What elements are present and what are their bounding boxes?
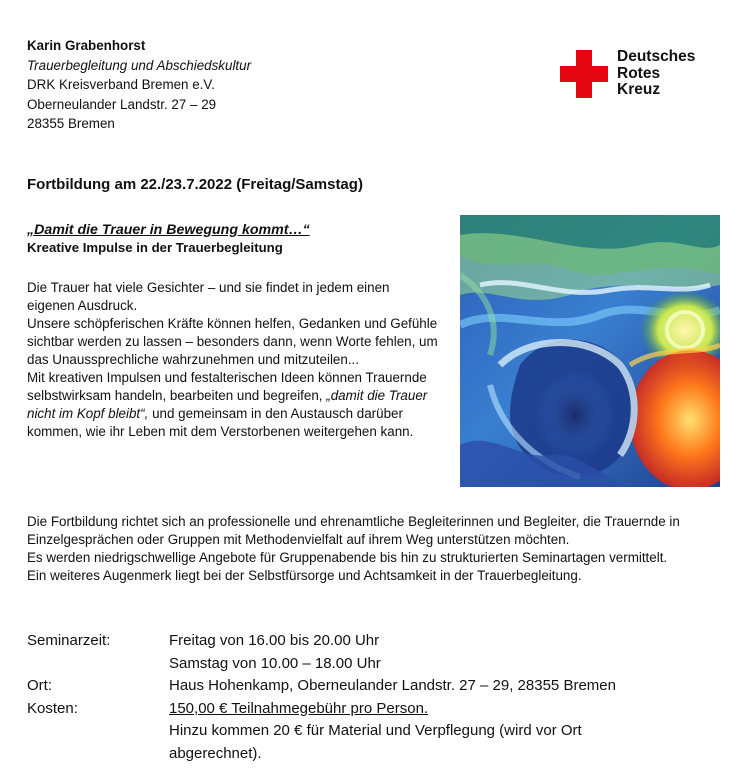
intro-text bbox=[27, 279, 439, 441]
place-label: Ort: bbox=[27, 677, 52, 694]
description-paragraph-1: Die Fortbildung richtet sich an professionelle und ehrenamtliche Begleiterinnen und Begleiter, die Trauernde in Einzelgesprächen oder Gruppen mit Methodenvielfalt auf ihrem Weg unterstützen möchten. bbox=[27, 514, 680, 547]
drk-logo bbox=[560, 48, 730, 100]
red-cross-icon bbox=[560, 50, 608, 98]
logo-line-1: Deutsches bbox=[617, 48, 696, 65]
description-paragraph-3: Ein weiteres Augenmerk liegt bei der Selbstfürsorge und Achtsamkeit in der Trauerbegleitung. bbox=[27, 568, 582, 583]
intro-paragraph-2: Unsere schöpferischen Kräfte können helfen, Gedanken und Gefühle sichtbar werden zu lassen – besonders dann, wenn Worte fehlen, um das Unaussprechliche wahrzunehmen und mitzuteilen... bbox=[27, 316, 438, 367]
intro-paragraph-3 bbox=[27, 369, 439, 441]
time-friday: Freitag von 16.00 bis 20.00 Uhr bbox=[169, 632, 380, 649]
cost-label: Kosten: bbox=[27, 699, 78, 717]
intro-paragraph-1: Die Trauer hat viele Gesichter – und sie findet in jedem einen eigenen Ausdruck. bbox=[27, 280, 390, 313]
cost-value: 150,00 € Teilnahmegebühr pro Person. bbox=[169, 699, 429, 717]
artwork-image bbox=[460, 215, 720, 487]
logo-text bbox=[617, 49, 695, 99]
sender-name: Karin Grabenhorst bbox=[27, 38, 146, 53]
intro-p3-end: und gemeinsam in den Austausch darüber kommen, wie ihr Leben mit dem Verstorbenen weitergehen kann. bbox=[27, 406, 414, 439]
sender-address bbox=[27, 37, 387, 135]
course-date-heading: Fortbildung am 22./23.7.2022 (Freitag/Samstag) bbox=[27, 176, 363, 193]
extra-cost-line-2: abgerechnet). bbox=[169, 744, 262, 762]
extra-cost-line-1: Hinzu kommen 20 € für Material und Verpflegung (wird vor Ort bbox=[169, 722, 582, 739]
intro-p3-start: Mit kreativen Impulsen und festalterischen Ideen können Trauernde selbstwirksam handeln, bearbeiten und begreifen, bbox=[27, 370, 427, 403]
place-value: Haus Hohenkamp, Oberneulander Landstr. 27 – 29, 28355 Bremen bbox=[169, 677, 616, 694]
time-label: Seminarzeit: bbox=[27, 632, 111, 649]
sender-city: 28355 Bremen bbox=[27, 116, 115, 131]
time-saturday: Samstag von 10.00 – 18.00 Uhr bbox=[169, 654, 381, 672]
course-subtitle: Kreative Impulse in der Trauerbegleitung bbox=[27, 240, 283, 255]
course-description bbox=[27, 513, 727, 585]
sender-org: DRK Kreisverband Bremen e.V. bbox=[27, 77, 215, 92]
course-title: „Damit die Trauer in Bewegung kommt…“ bbox=[27, 222, 310, 238]
logo-line-3: Kreuz bbox=[617, 81, 661, 98]
intro-quote: „damit die Trauer nicht im Kopf bleibt“, bbox=[27, 388, 428, 421]
description-paragraph-2: Es werden niedrigschwellige Angebote für Gruppenabende bis hin zu strukturierten Seminartagen vermittelt. bbox=[27, 550, 668, 565]
sender-street: Oberneulander Landstr. 27 – 29 bbox=[27, 96, 217, 112]
sender-role: Trauerbegleitung und Abschiedskultur bbox=[27, 57, 252, 73]
logo-line-2: Rotes bbox=[617, 64, 661, 82]
